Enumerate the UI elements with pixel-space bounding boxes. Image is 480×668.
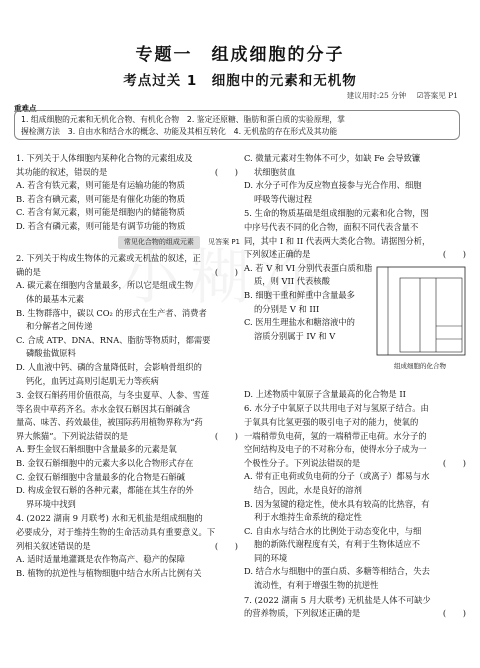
option-a-cont: 结合，因此，水是良好的溶剂: [254, 484, 362, 495]
option-a: A. 碳元素在细胞内含量最多，所以它是组成生物: [16, 280, 194, 291]
meta-info: [339, 90, 458, 101]
question-stem: 一端稍带负电荷，氢的一端稍带正电荷。水分子的: [244, 430, 427, 441]
question-stem: 量高、味苦、药效最佳，被国际药用植物界称为“药: [16, 417, 203, 428]
question-4: [16, 512, 240, 580]
question-stem: 4. (2022 湖南 9 月联考) 水和无机盐是组成细胞的: [16, 513, 203, 524]
option-a: A. 若含有铁元素，则可能是有运输功能的物质: [16, 180, 185, 191]
answer-bracket: ( ): [442, 457, 466, 468]
option-b: B. 植物的抗逆性与植物细胞中结合水所占比例有关: [16, 567, 202, 578]
question-6: [244, 402, 468, 592]
option-a: A. 若 V 和 VI 分别代表蛋白质和脂: [244, 262, 373, 273]
banner-answer-ref: 见答案 P1: [208, 237, 240, 246]
option-a: A. 带有正电荷或负电荷的分子（或离子）都易与水: [244, 471, 430, 482]
question-stem: 其功能的叙述，错误的是 ( ): [16, 166, 240, 180]
option-d-cont: 界环境中找到: [26, 498, 76, 509]
section-banner: [16, 236, 240, 250]
topic-title: 专题一 组成细胞的分子: [135, 45, 345, 65]
answer-bracket: ( ): [214, 430, 238, 441]
question-7: [244, 594, 468, 621]
option-d: D. 结合水与细胞中的蛋白质、多糖等相结合，失去: [244, 566, 430, 577]
question-stem: 等名贵中草药齐名。赤水金钗石斛因其石斛碱含: [16, 403, 191, 414]
left-column: [16, 152, 240, 581]
question-stem: 界大熊猫”。下列说法错误的是 ( ): [16, 430, 240, 444]
option-c-cont: 溶质分别属于 IV 和 V: [254, 330, 336, 341]
question-stem: 列相关叙述错误的是 ( ): [16, 540, 240, 554]
option-d-cont: 流动性，有利于增强生物的抗逆性: [254, 580, 379, 591]
option-c: C. 金钗石斛细胞中含量最多的化合物是石斛碱: [16, 471, 185, 482]
option-c-cont: 胞的新陈代谢程度有关，有利于生物体适应不: [254, 539, 420, 550]
question-stem: 的营养物质，下列叙述正确的是 ( ): [244, 607, 468, 621]
question-stem: 空间结构及电子的不对称分布，使得水分子成为一: [244, 444, 427, 455]
option-c: C. 医用生理盐水和糖溶液中的: [244, 317, 355, 328]
option-d: D. 若含有磷元素，则可能是有调节功能的物质: [16, 220, 186, 231]
option-d-cont: 呼吸等代谢过程: [254, 193, 313, 204]
option-b: B. 细胞干重和鲜重中含量最多: [244, 289, 355, 300]
right-column: [244, 152, 468, 622]
banner-label: 常见化合物的组成元素: [118, 236, 200, 250]
option-d-cont: 钙化，血钙过高则引起肌无力等疾病: [26, 375, 159, 386]
option-b-cont: 的分别是 V 和 III: [254, 303, 320, 314]
question-stem: 下列叙述正确的是 ( ): [244, 248, 468, 262]
option-b-cont: 和分解者之间传递: [26, 321, 93, 332]
option-c: C. 自由水与结合水的比例处于动态变化中，与细: [244, 525, 422, 536]
answer-bracket: ( ): [442, 249, 466, 260]
option-b-cont: 利于水维持生命系统的稳定性: [254, 512, 362, 523]
answer-reference: ☑答案见 P1: [416, 91, 458, 100]
section-title: 考点过关 1 细胞中的元素和无机物: [123, 73, 357, 89]
question-5: [244, 207, 468, 401]
keypoints-line: 1. 组成细胞的元素和无机化合物、有机化合物 2. 鉴定还原糖、脂肪和蛋白质的实验原理，掌: [21, 115, 345, 124]
option-b: B. 因为氢键的稳定性，使水具有较高的比热容，有: [244, 498, 430, 509]
question-3: [16, 389, 240, 511]
option-d: D. 水分子可作为反应物直接参与光合作用、细胞: [244, 180, 422, 191]
keypoints-line: 握检测方法 3. 自由水和结合水的概念、功能及其相互转化 4. 无机盐的存在形式及其功能: [21, 127, 338, 136]
compound-diagram: [376, 266, 466, 356]
option-b: B. 金钗石斛细胞中的元素大多以化合物形式存在: [16, 458, 194, 469]
keypoints-label: 重难点: [14, 104, 37, 113]
question-stem: 必要成分，对于维持生物的生命活动具有重要意义。下: [16, 527, 216, 538]
question-stem: 同，其中 I 和 II 代表两大类化合物。请据图分析，: [244, 235, 431, 246]
option-a: A. 野生金钗石斛细胞中含量最多的元素是氧: [16, 444, 177, 455]
question-2: [16, 252, 240, 388]
diagram-block: [244, 262, 468, 388]
answer-bracket: ( ): [214, 166, 238, 177]
question-1: [16, 152, 240, 234]
question-stem: 个极性分子。下列说法错误的是 ( ): [244, 457, 468, 471]
question-stem: 5. 生命的物质基础是组成细胞的元素和化合物，图: [244, 208, 429, 219]
option-d: D. 上述物质中氧原子含量最高的化合物是 II: [244, 388, 406, 399]
question-stem: 1. 下列关于人体细胞内某种化合物的元素组成及: [16, 153, 193, 163]
question-stem: 于氧具有比氢更强的吸引电子对的能力，使氧的: [244, 416, 419, 427]
question-stem: 中序号代表不同的化合物，面积不同代表含量不: [244, 221, 419, 232]
option-b: B. 生物群落中，碳以 CO₂ 的形式在生产者、消费者: [16, 307, 207, 318]
option-b: B. 若含有碘元素，则可能是有催化功能的物质: [16, 193, 186, 204]
option-c: C. 合成 ATP、DNA、RNA、脂肪等物质时，都需要: [16, 334, 211, 345]
question-stem: 6. 水分子中氧原子以共用电子对与氢原子结合。由: [244, 403, 429, 414]
question-stem: 3. 金钗石斛药用价值很高，与冬虫夏草、人参、雪莲: [16, 390, 210, 401]
keypoints-box: [14, 110, 460, 140]
question-stem: 2. 下列关于构成生物体的元素或无机盐的叙述，正: [16, 253, 201, 264]
option-c: C. 微量元素对生物体不可少，如缺 Fe 会导致镰: [244, 153, 421, 163]
answer-bracket: ( ): [214, 266, 238, 277]
option-d: D. 构成金钗石斛的各种元素，都能在其生存的外: [16, 485, 194, 496]
option-c: C. 若含有氮元素，则可能是细胞内的储能物质: [16, 207, 185, 218]
option-a: A. 适时适量地灌溉是农作物高产、稳产的保障: [16, 554, 185, 565]
question-stem: 确的是 ( ): [16, 266, 240, 280]
option-a-cont: 质，则 VII 代表核酸: [254, 276, 330, 287]
answer-bracket: ( ): [214, 540, 238, 551]
question-4-continued: [244, 152, 468, 206]
option-a-cont: 体的最基本元素: [26, 293, 85, 304]
option-c-cont: 磷酸盐做原料: [26, 348, 76, 359]
answer-bracket: ( ): [442, 608, 466, 619]
diagram-caption: 组成细胞的化合物: [394, 361, 446, 370]
diagram-options: [244, 262, 374, 344]
diagram-outer: [377, 267, 465, 355]
option-c-cont: 状细胞贫血: [254, 166, 296, 177]
option-c-cont: 同的环境: [254, 552, 288, 563]
option-d: D. 人血液中钙、磷的含量降低时，会影响骨组织的: [16, 361, 202, 372]
question-stem: 7. (2022 湖南 5 月大联考) 无机盐是人体不可缺少: [244, 594, 431, 605]
suggested-time: 建议用时:25 分钟: [346, 91, 407, 100]
